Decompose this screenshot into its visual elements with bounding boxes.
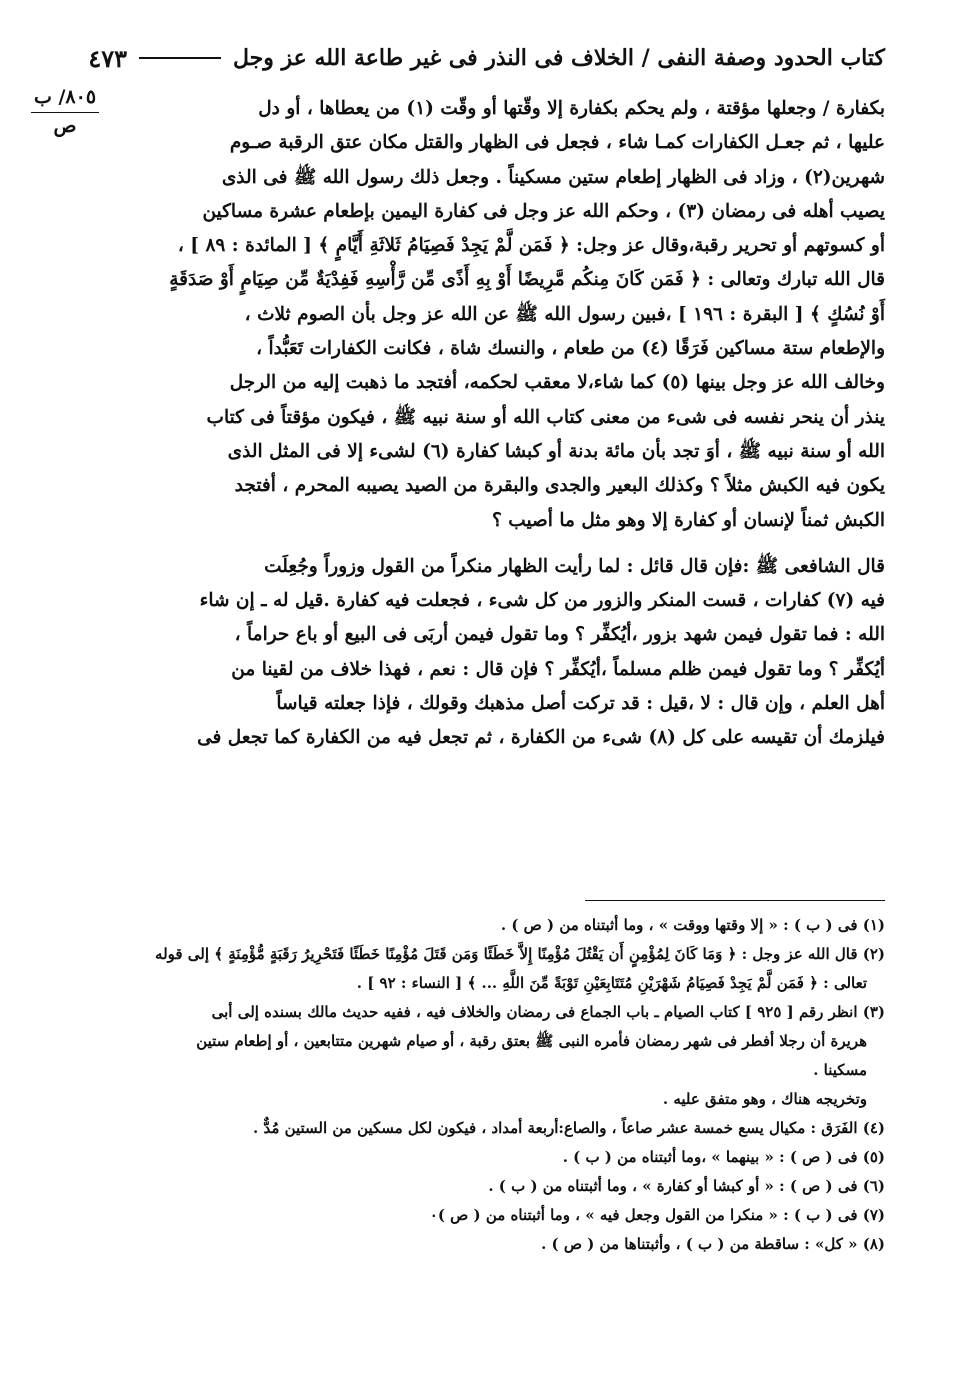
margin-reference <box>30 86 100 137</box>
speaker-name: قال الشافعى ﷺ <box>755 555 885 577</box>
text-line: فيلزمك أن تقيسه على كل (٨) شىء من الكفارة ، ثم تجعل فيه من الكفارة كما تجعل فى <box>197 727 885 749</box>
text-line: شهرين(٢) ، وزاد فى الظهار إطعام ستين مسكيناً . وجعل ذلك رسول الله ﷺ فى الذى <box>221 166 885 188</box>
footnote: (٧) فى ( ب ) : « منكرا من القول وجعل فيه » ، وما أثبتناه من ( ص )٠ <box>429 1206 885 1224</box>
footnote: (٣) انظر رقم [ ٩٢٥ ] كتاب الصيام ـ باب الجماع فى رمضان والخلاف فيه ، ففيه حديث مالك بسنده إلى أبى <box>211 1003 885 1021</box>
footnote: (٨) « كل» : ساقطة من ( ب ) ، وأثبتناها من ( ص ) . <box>541 1235 885 1253</box>
text-line: أو كسوتهم أو تحرير رقبة،وقال عز وجل: ﴿ فَمَن لَّمْ يَجِدْ فَصِيَامُ ثَلاثَةِ أَيَّامٍ ﴾ [ المائدة : ٨٩ ] ، <box>177 235 885 257</box>
speaker-continuation: :فإن قال قائل : لما رأيت الظهار منكراً من القول وزوراً وجُعِلَت <box>264 555 756 577</box>
text-line: فيه (٧) كفارات ، قست المنكر والزور من كل شىء ، فجعلت فيه كفارة .قيل له ـ إن شاء <box>199 590 885 612</box>
footnote: (١) فى ( ب ) : « إلا وقتها ووقت » ، وما أثبتناه من ( ص ) . <box>500 916 885 934</box>
text-line: يكون فيه الكبش مثلاً ؟ وكذلك البعير والجدى والبقرة من الصيد يصيبه المحرم ، أفتجد <box>234 475 885 497</box>
paragraph-2 <box>130 550 885 756</box>
footnote: (٤) الفَرَق : مكيال يسع خمسة عشر صاعاً ، والصاع:أربعة أمداد ، فيكون لكل مسكين من الستين مُدٌّ . <box>253 1119 885 1137</box>
text-line: أيُكفِّر ؟ وما تقول فيمن ظلم مسلماً ،أيُكفِّر ؟ فإن قال : نعم ، فهذا خلاف من لقينا من <box>231 658 885 680</box>
footnote: وتخريجه هناك ، وهو متفق عليه . <box>662 1090 867 1108</box>
margin-ref-ms: ص <box>53 115 77 137</box>
main-text <box>130 92 885 756</box>
text-line: الله أو سنة نبيه ﷺ ، أوَ تجد بأن مائة بدنة أو كبشا كفارة (٦) لشىء إلا فى المثل الذى <box>227 440 885 462</box>
text-line: الله : فما تقول فيمن شهد بزور ،أيُكفِّر ؟ وما تقول فيمن أربَى فى البيع أو باع حراماً ، <box>234 624 885 646</box>
text-line: بكفارة / وجعلها مؤقتة ، ولم يحكم بكفارة إلا وقّتها أو وقّت (١) من يعطاها ، أو دل <box>258 98 885 119</box>
text-line: أهل العلم ، وإن قال : لا ،قيل : قد تركت أصل مذهبك وقولك ، فإذا جعلته قياساً <box>276 693 885 715</box>
text-line: ينذر أن ينحر نفسه فى شىء من معنى كتاب الله أو سنة نبيه ﷺ ، فيكون مؤقتاً فى كتاب <box>206 406 885 428</box>
footnote: هريرة أن رجلا أفطر فى شهر رمضان فأمره النبى ﷺ بعتق رقبة ، أو صيام شهرين متتابعين ، أو إطعام ستين <box>196 1032 867 1050</box>
page-header <box>88 40 885 76</box>
footnotes <box>130 900 885 1259</box>
text-line: أَوْ نُسُكٍ ﴾ [ البقرة : ١٩٦ ] ،فبين رسول الله ﷺ عن الله عز وجل بأن الصوم ثلاث ، <box>244 303 885 325</box>
text-line: عليها ، ثم جعـل الكفارات كمـا شاء ، فجعل فى الظهار والقتل مكان عتق الرقبة صـوم <box>229 132 885 154</box>
footnote: تعالى : ﴿ فَمَن لَّمْ يَجِدْ فَصِيَامُ شَهْرَيْنِ مُتَتَابِعَيْنِ تَوْبَةً مِّنَ اللَّهِ ... ﴾ [ النساء : ٩٢ ] . <box>356 974 867 992</box>
footnote-rule <box>585 900 885 901</box>
footnote: (٦) فى ( ص ) : « أو كبشا أو كفارة » ، وما أثبتناه من ( ب ) . <box>488 1177 885 1195</box>
running-title: كتاب الحدود وصفة النفى / الخلاف فى النذر فى غير طاعة الله عز وجل <box>232 45 885 71</box>
text-line: وخالف الله عز وجل بينها (٥) كما شاء،لا معقب لحكمه، أفتجد ما ذهبت إليه من الرجل <box>229 372 885 394</box>
footnote: مسكينا . <box>813 1061 867 1079</box>
margin-rule <box>31 112 99 113</box>
text-line: والإطعام ستة مساكين فَرَقًا (٤) من طعام ، والنسك شاة ، فكانت الكفارات تَعَبُّداً ، <box>256 338 885 360</box>
page-number: ٤٧٣ <box>88 43 127 73</box>
text-line <box>130 550 885 584</box>
text-line: قال الله تبارك وتعالى : ﴿ فَمَن كَانَ مِنكُم مَّرِيضًا أَوْ بِهِ أَذًى مِّن رَّأْسِهِ فَفِدْيَةٌ مِّن صِيَامٍ أَوْ صَدَقَةٍ <box>169 269 885 291</box>
paragraph-1 <box>130 92 885 538</box>
footnote: (٢) قال الله عز وجل : ﴿ وَمَا كَانَ لِمُؤْمِنٍ أَن يَقْتُلَ مُؤْمِنًا إِلاَّ خَطَئًا وَمَن قَتَلَ مُؤْمِنًا خَطَئًا فَتَحْرِيرُ رَقَبَةٍ مُّؤْمِنَةٍ ﴾ إلى قوله <box>155 945 885 963</box>
header-rule <box>139 57 221 59</box>
footnote: (٥) فى ( ص ) : « بينهما » ،وما أثبتناه من ( ب ) . <box>562 1148 885 1166</box>
text-line: الكبش ثمناً لإنسان أو كفارة إلا وهو مثل ما أصيب ؟ <box>492 509 885 531</box>
margin-ref-folio: ٨٠٥/ ب <box>33 86 97 108</box>
text-line: يصيب أهله فى رمضان (٣) ، وحكم الله عز وجل فى كفارة اليمين بإطعام عشرة مساكين <box>202 200 885 222</box>
